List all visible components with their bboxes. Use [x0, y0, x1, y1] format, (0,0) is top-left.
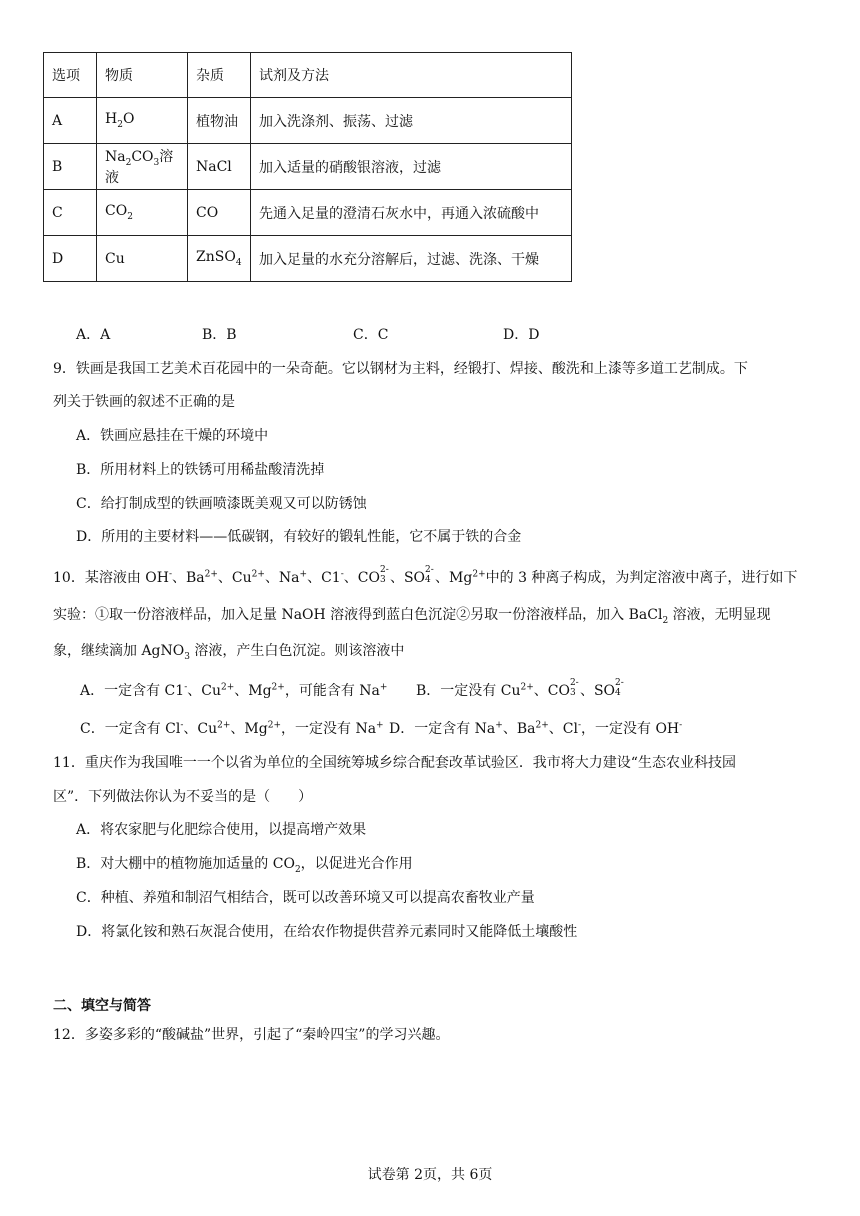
row-method: 加入洗涤剂、振荡、过滤	[251, 98, 572, 144]
q10-stem-line1: 10．某溶液由 OH-、$Ba^{2+}$、$Cu^{2+}$、Na+、C1-、CO 2- 3 、SO 2- 4 、$Mg^{2+}$中的 3 种离子构成，为判定溶液中离子，进行如下	[53, 565, 798, 586]
q10-stem-line2: 实验：①取一份溶液样品，加入足量 NaOH 溶液得到蓝白色沉淀②另取一份溶液样品，加入 BaCl$_2$ 溶液，无明显现	[53, 607, 771, 626]
table-header-row	[44, 53, 572, 98]
q8-option-c: C．C	[353, 327, 389, 343]
row-option: C	[44, 190, 97, 236]
row-option: A	[44, 98, 97, 144]
row-impurity: 植物油	[188, 98, 251, 144]
page-footer: 试卷第 2页，共 6页	[367, 1167, 493, 1183]
row-method: 加入足量的水充分溶解后，过滤、洗涤、干燥	[251, 236, 572, 282]
q10-option-a: A．一定含有 C1-、$Cu^{2+}$、$Mg^{2+}$，可能含有 Na+	[80, 682, 388, 699]
q11-option-b: B．对大棚中的植物施加适量的 $CO_2$，以促进光合作用	[76, 856, 413, 875]
q9-option-b: B．所用材料上的铁锈可用稀盐酸清洗掉	[76, 462, 325, 478]
table-row	[44, 98, 572, 144]
q10-option-b: B．一定没有 $Cu^{2+}$、CO 2- 3 、SO 2- 4	[416, 678, 624, 699]
row-method: 先通入足量的澄清石灰水中，再通入浓硫酸中	[251, 190, 572, 236]
header-option: 选项	[44, 53, 97, 98]
q12-stem: 12．多姿多彩的“酸碱盐”世界，引起了“秦岭四宝”的学习兴趣。	[53, 1027, 450, 1043]
q8-option-a: A．A	[76, 327, 111, 343]
q9-option-c: C．给打制成型的铁画喷漆既美观又可以防锈蚀	[76, 496, 367, 512]
header-method: 试剂及方法	[251, 53, 572, 98]
q10-option-c: C．一定含有 Cl-、$Cu^{2+}$、$Mg^{2+}$，一定没有 Na+	[80, 720, 384, 737]
row-impurity: ZnSO$_4$	[188, 236, 251, 282]
row-option: B	[44, 144, 97, 190]
q10-option-d: D．一定含有 Na+、$Ba^{2+}$、Cl-，一定没有 OH-	[389, 720, 683, 737]
q8-option-d: D．D	[503, 327, 540, 343]
q9-stem-line2: 列关于铁画的叙述不正确的是	[53, 394, 235, 410]
row-impurity: CO	[188, 190, 251, 236]
q8-option-b: B．B	[202, 327, 237, 343]
header-substance: 物质	[97, 53, 188, 98]
section-heading: 二、填空与简答	[53, 998, 151, 1014]
q9-option-d: D．所用的主要材料——低碳钢，有较好的锻轧性能，它不属于铁的合金	[76, 529, 522, 545]
row-substance: $H_2O$	[97, 98, 188, 144]
q11-stem-line2: 区”．下列做法你认为不妥当的是（ ）	[53, 789, 313, 805]
row-impurity: NaCl	[188, 144, 251, 190]
q9-option-a: A．铁画应悬挂在干燥的环境中	[76, 428, 269, 444]
q11-option-d: D．将氯化铵和熟石灰混合使用，在给农作物提供营养元素同时又能降低土壤酸性	[76, 924, 578, 940]
q11-option-c: C．种植、养殖和制沼气相结合，既可以改善环境又可以提高农畜牧业产量	[76, 890, 535, 906]
table-row	[44, 190, 572, 236]
row-method: 加入适量的硝酸银溶液，过滤	[251, 144, 572, 190]
q9-stem-line1: 9．铁画是我国工艺美术百花园中的一朵奇葩。它以钢材为主料，经锻打、焊接、酸洗和上漆等多道工艺制成。下	[53, 361, 748, 377]
q11-option-a: A．将农家肥与化肥综合使用，以提高增产效果	[76, 822, 367, 838]
q10-stem-line3: 象，继续滴加 AgNO$_3$ 溶液，产生白色沉淀。则该溶液中	[53, 643, 405, 662]
row-substance: $Na_2CO_3$溶液	[97, 144, 188, 190]
row-option: D	[44, 236, 97, 282]
q8-options-table	[43, 52, 572, 282]
table-row	[44, 236, 572, 282]
row-substance: Cu	[97, 236, 188, 282]
q11-stem-line1: 11．重庆作为我国唯一一个以省为单位的全国统筹城乡综合配套改革试验区．我市将大力建设“生态农业科技园	[53, 755, 736, 771]
header-impurity: 杂质	[188, 53, 251, 98]
row-substance: $CO_2$	[97, 190, 188, 236]
table-row	[44, 144, 572, 190]
